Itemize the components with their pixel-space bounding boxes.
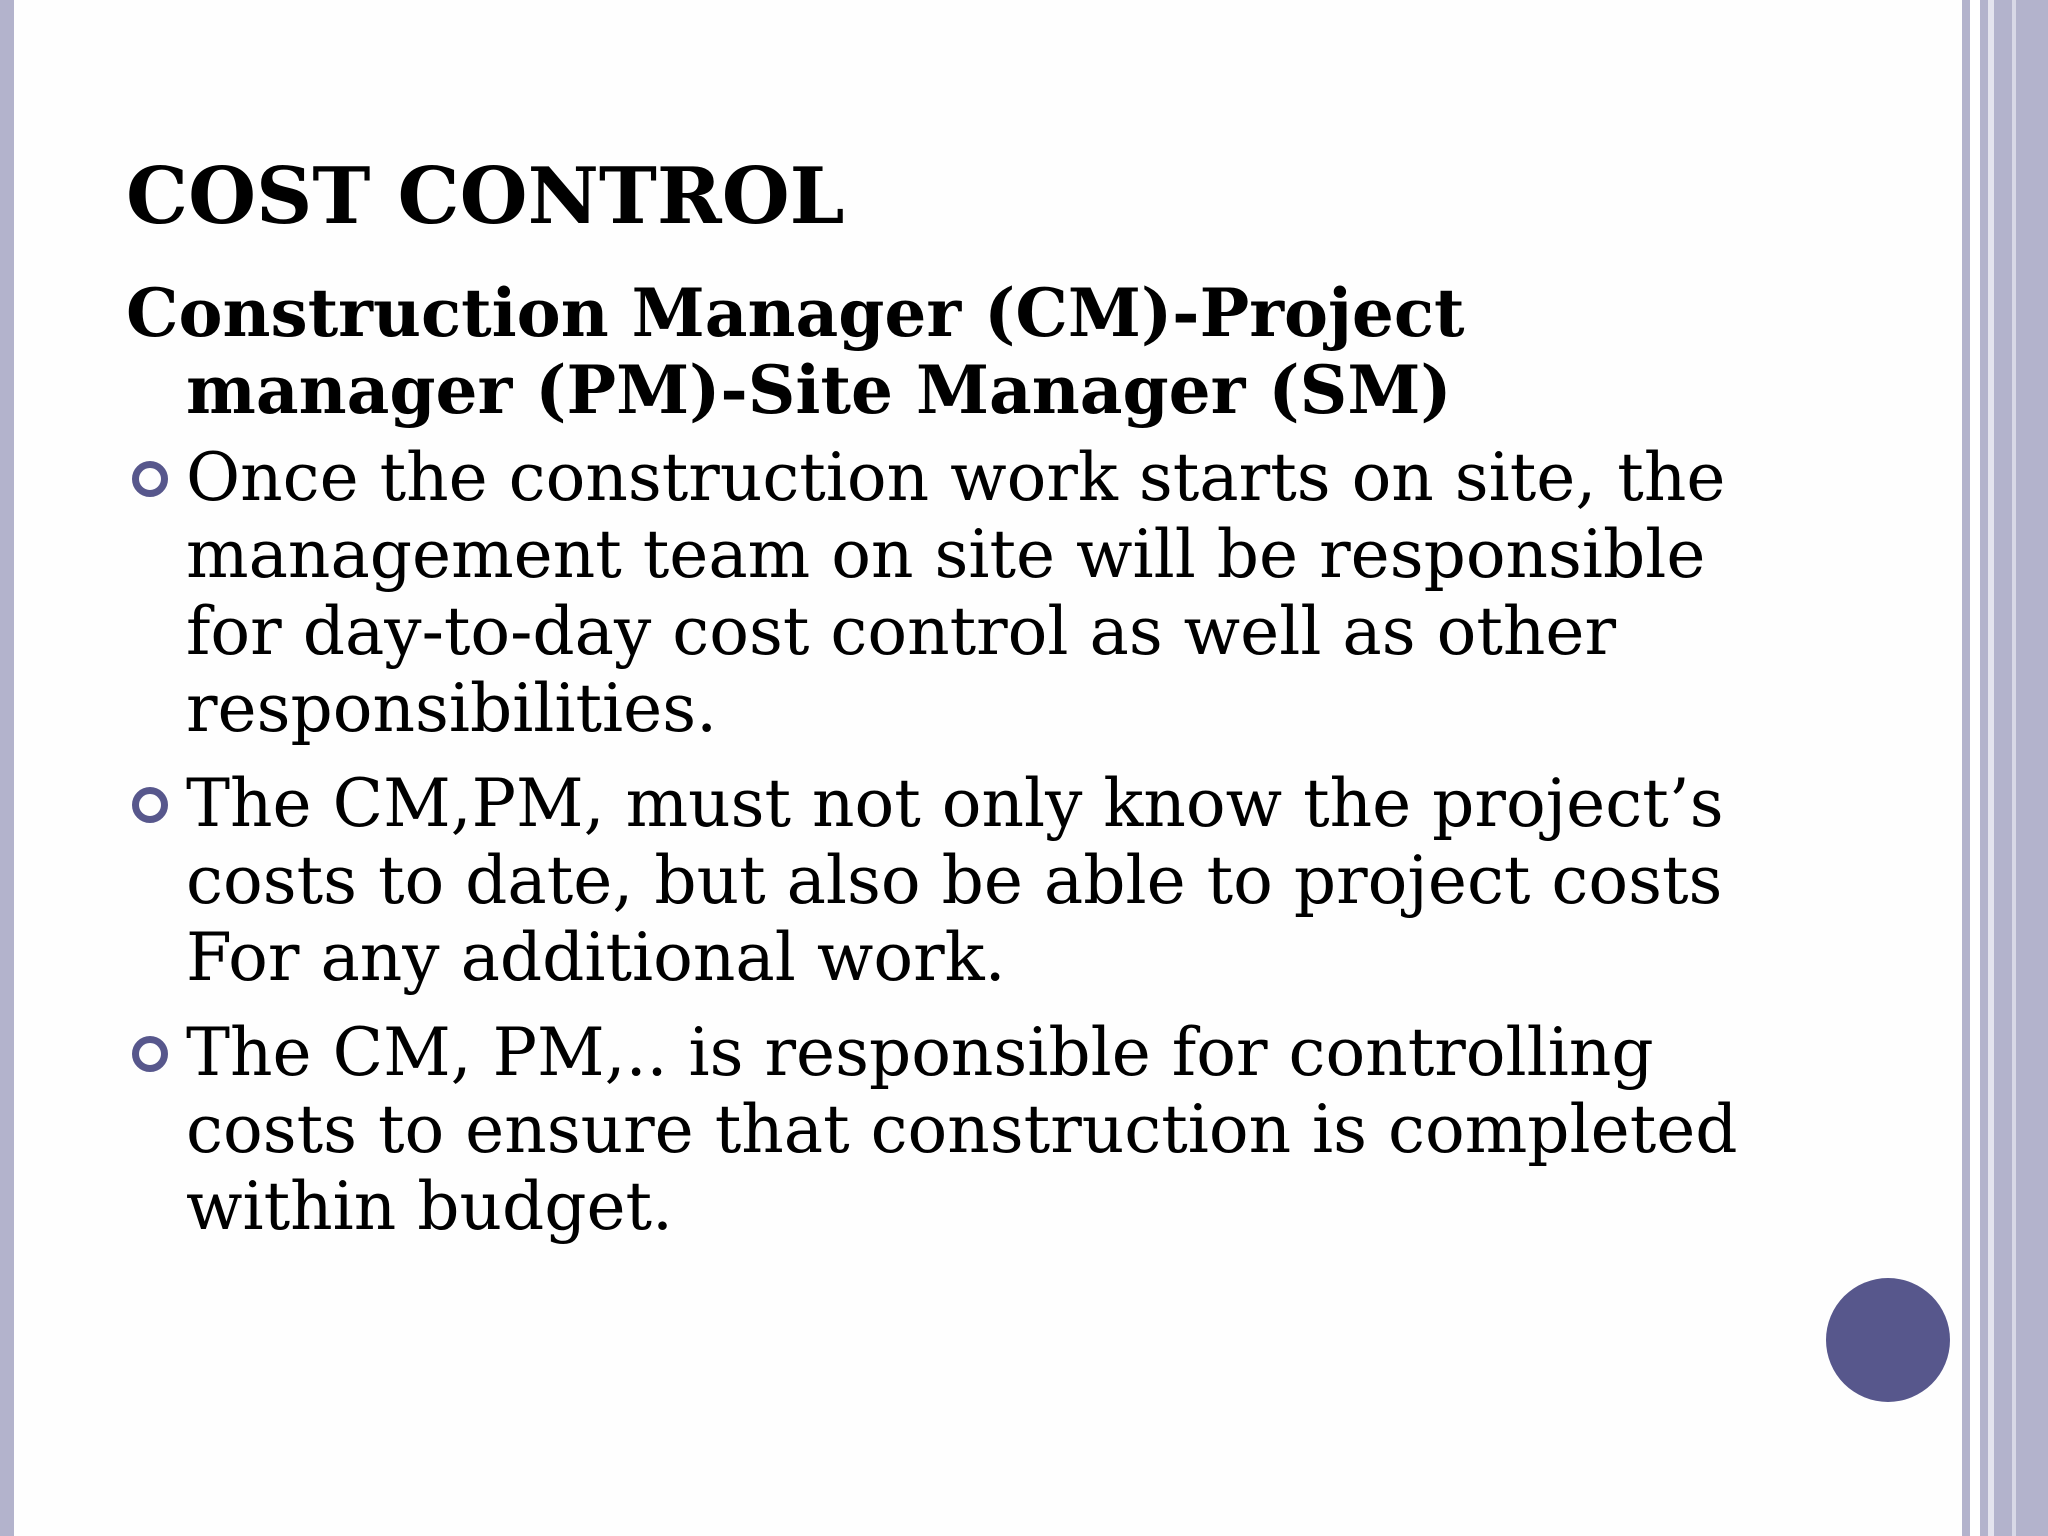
right-border-stripe [1994,0,2012,1536]
bullet-list [126,439,1776,1245]
right-border-gap [1970,0,1980,1536]
bullet-text: Once the construction work starts on site, the management team on site will be responsible for day-to-day cost control as well as other responsibilities. [186,439,1726,747]
bullet-text: The CM,PM, must not only know the project’s costs to date, but also be able to project costs For any additional work. [186,765,1724,996]
bullet-item [126,765,1776,996]
bullet-text: The CM, PM,.. is responsible for controlling costs to ensure that construction is completed within budget. [186,1014,1738,1245]
right-border-stripe [1980,0,1988,1536]
slide-title: COST CONTROL [126,151,845,242]
right-border-stripe [2016,0,2048,1536]
bullet-item [126,439,1776,747]
left-border-stripe [0,0,14,1536]
hollow-circle-bullet-icon [132,461,168,497]
bullet-item [126,1014,1776,1245]
right-border-stripe [1962,0,1970,1536]
decorative-circle-icon [1826,1278,1950,1402]
hollow-circle-bullet-icon [132,1036,168,1072]
slide-subheading: Construction Manager (CM)-Project manager (PM)-Site Manager (SM) [126,274,1465,429]
hollow-circle-bullet-icon [132,787,168,823]
slide-body [126,275,1776,1263]
